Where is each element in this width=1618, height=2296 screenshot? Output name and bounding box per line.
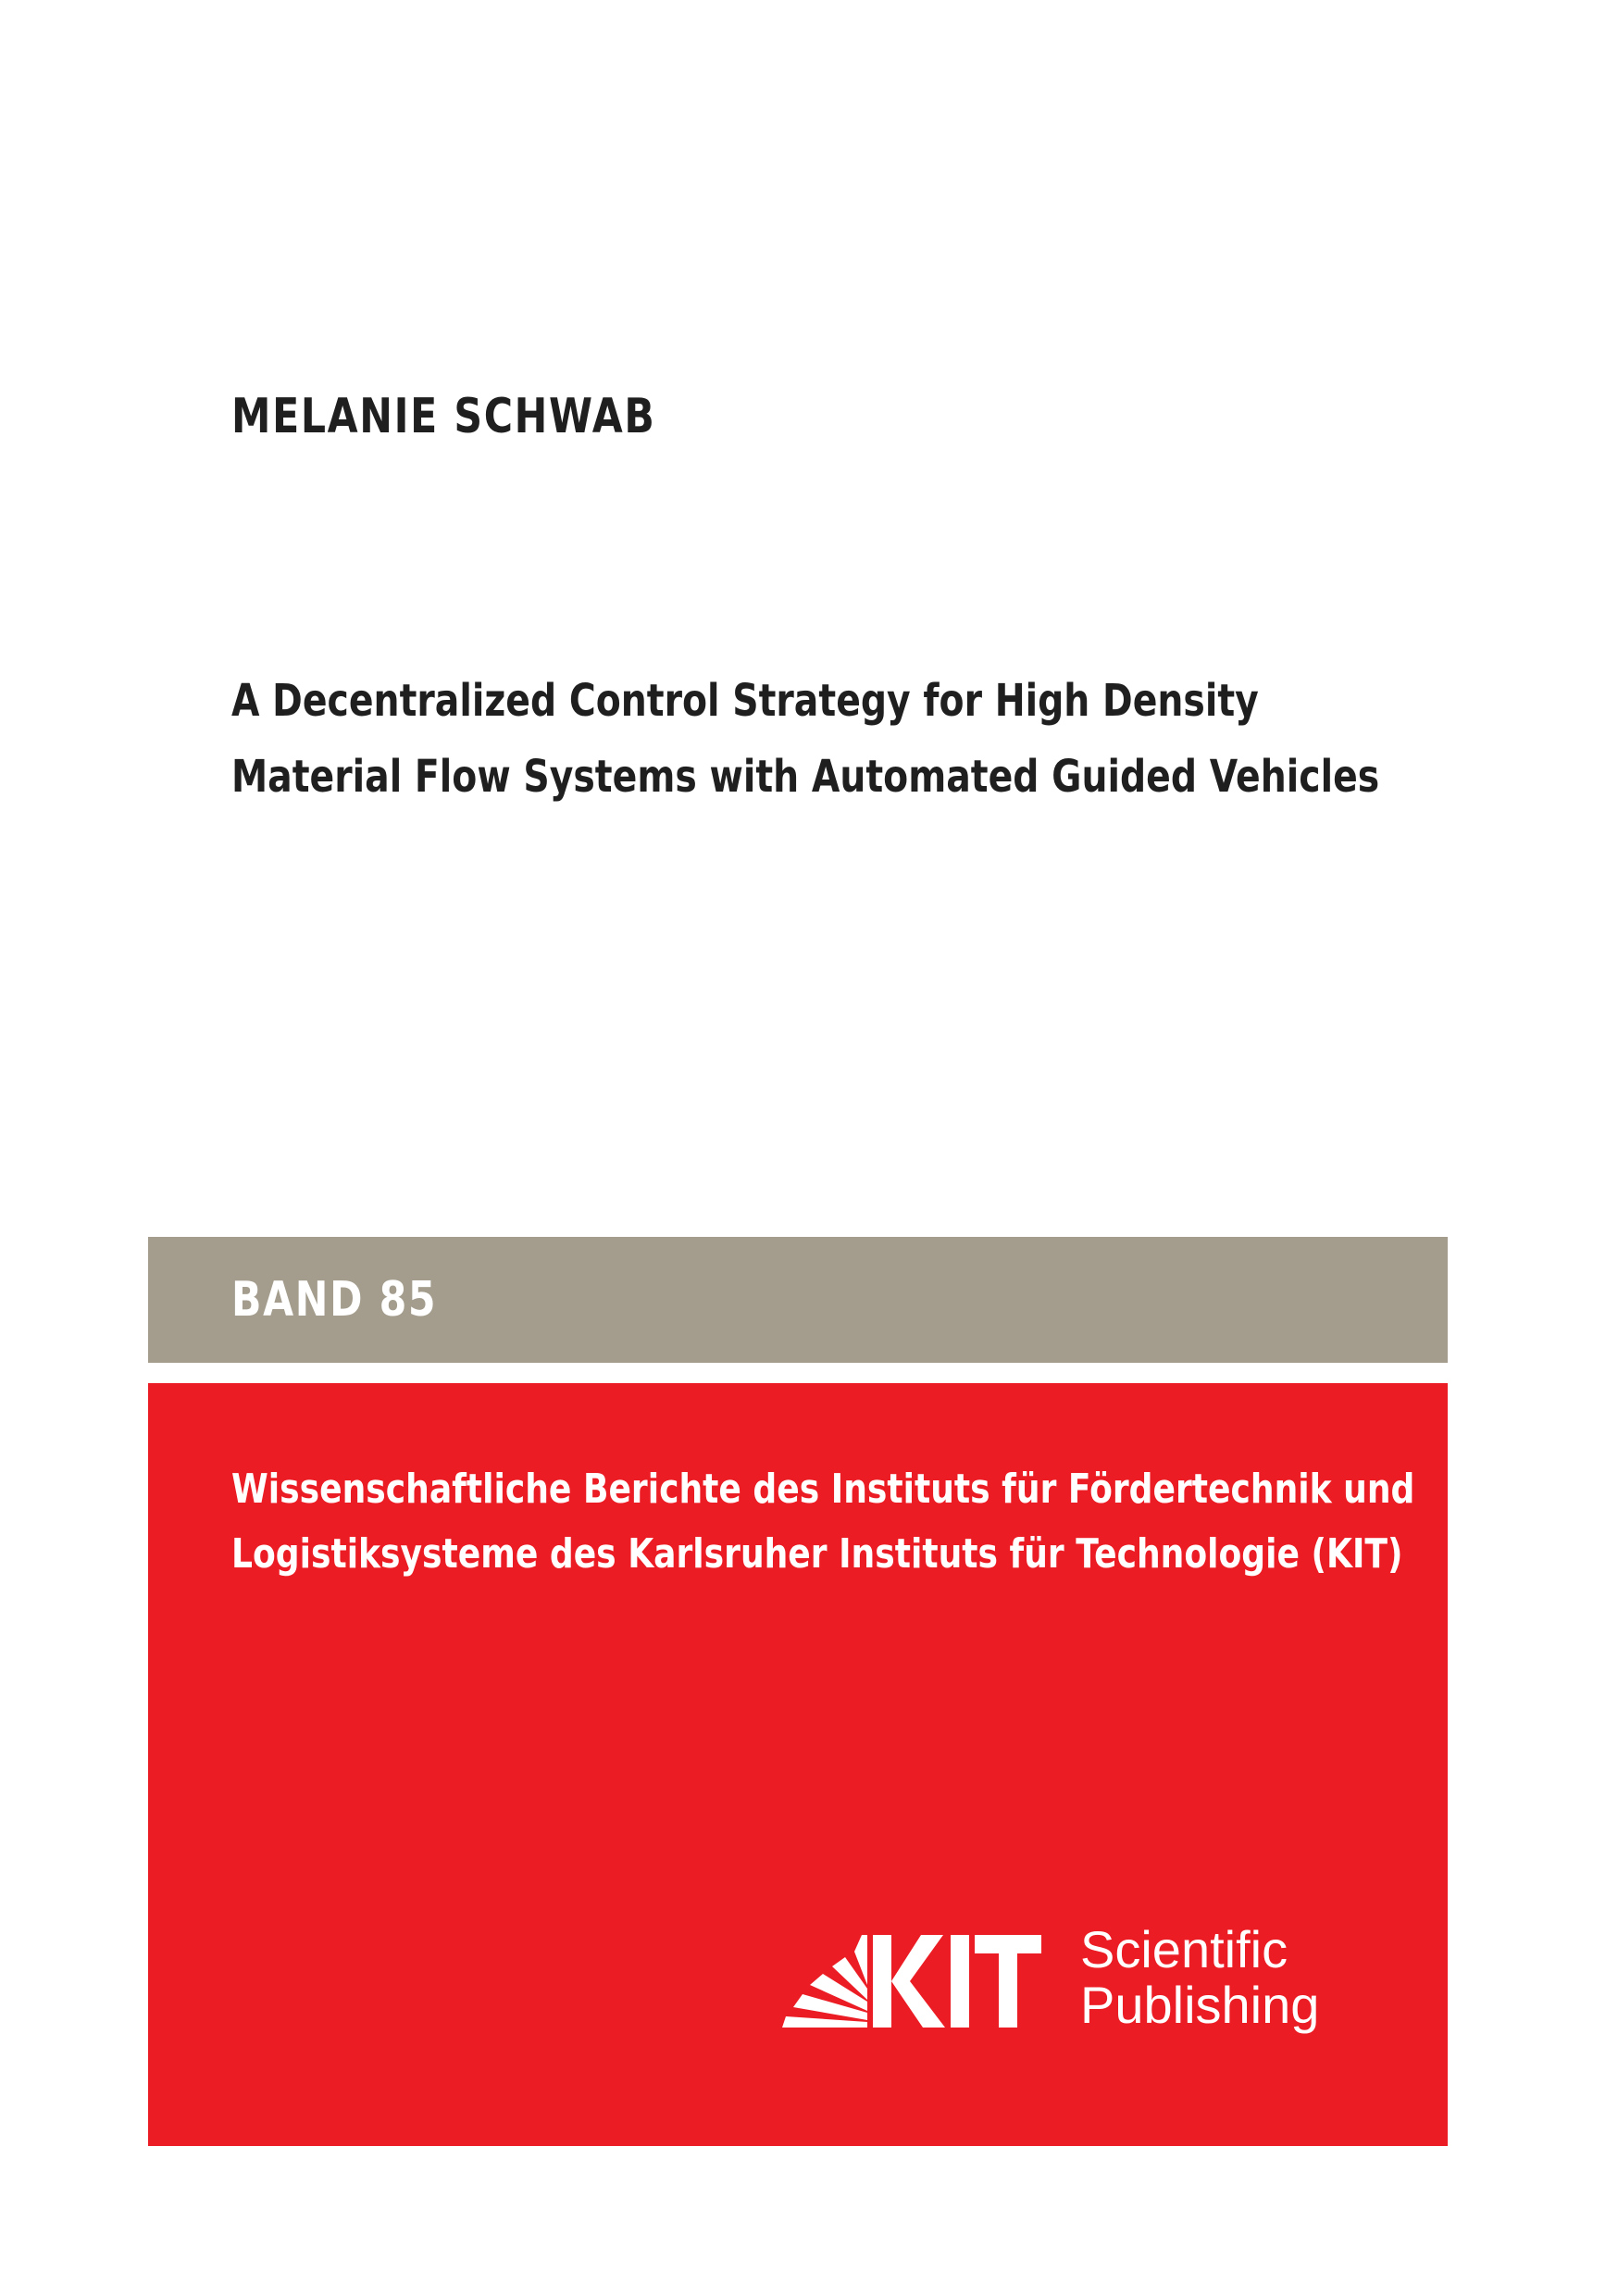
author-name: MELANIE SCHWAB (231, 389, 656, 444)
book-title (231, 663, 1379, 815)
series-title (231, 1457, 1414, 1587)
series-block (148, 1383, 1448, 2146)
band-bar (148, 1237, 1448, 1363)
series-title-line-2: Logistiksysteme des Karlsruher Instituts für Technologie (KIT) (231, 1530, 1403, 1578)
book-title-line-1: A Decentralized Control Strategy for High Density (231, 675, 1259, 727)
kit-logo-icon (782, 1928, 1041, 2031)
series-title-line-1: Wissenschaftliche Berichte des Instituts für Fördertechnik und (231, 1466, 1415, 1513)
book-title-line-2: Material Flow Systems with Automated Guided Vehicles (231, 751, 1380, 803)
publisher-name-line-2: Publishing (1080, 1976, 1320, 2034)
publisher-name (1080, 1922, 1319, 2033)
band-number: BAND 85 (231, 1272, 438, 1328)
publisher-logo (782, 1920, 1356, 2039)
publisher-name-line-1: Scientific (1080, 1920, 1288, 1978)
